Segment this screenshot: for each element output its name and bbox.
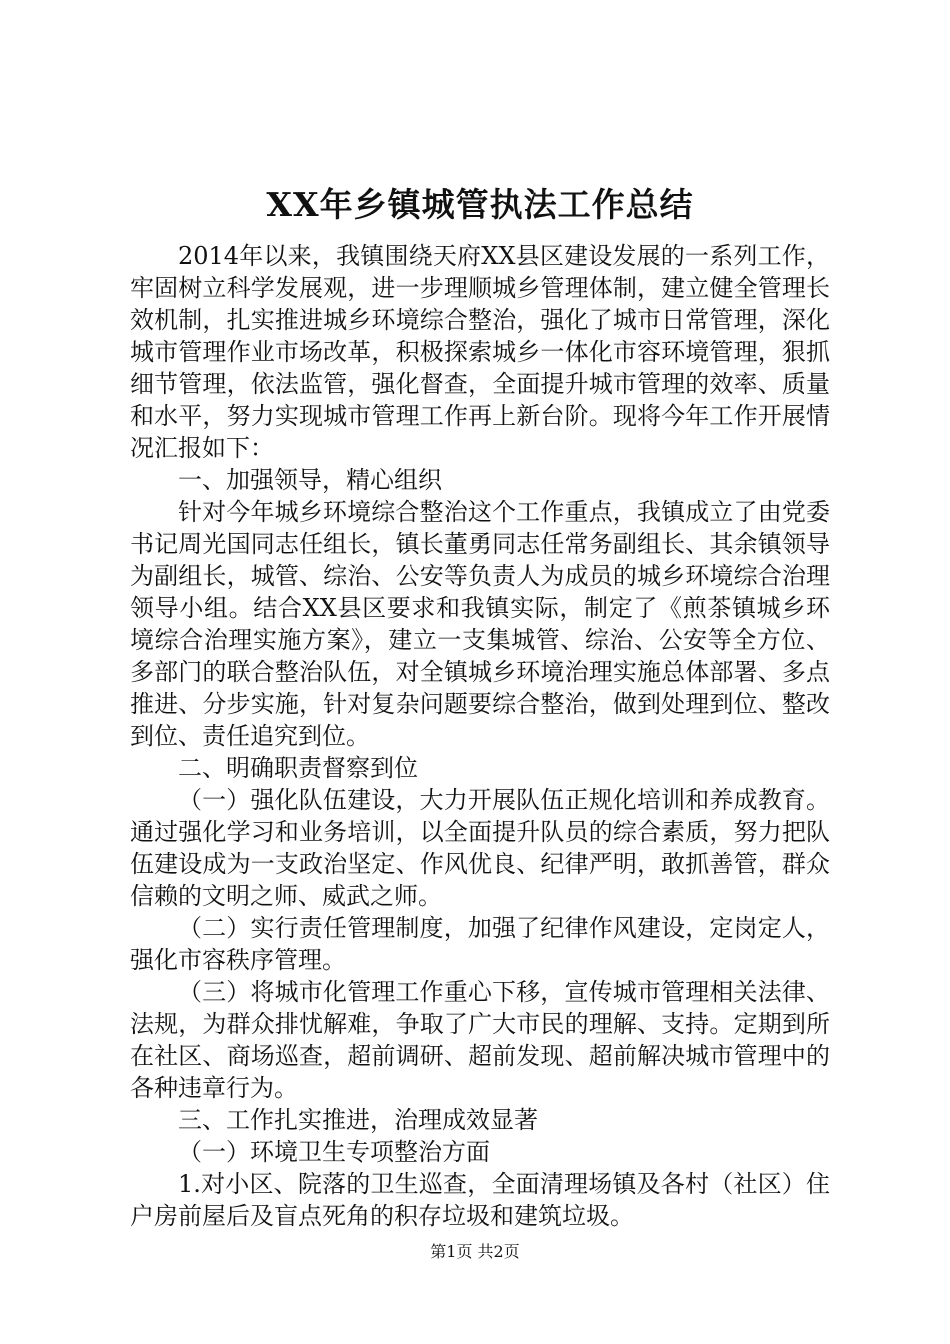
paragraph-section-2-item-3: （三）将城市化管理工作重心下移，宣传城市管理相关法律、法规，为群众排忧解难，争取了广大市民的理解、支持。定期到所在社区、商场巡查，超前调研、超前发现、超前解决城市管理中的各种违章行为。 — [130, 978, 830, 1102]
paragraph-section-3-item-1: 1.对小区、院落的卫生巡查，全面清理场镇及各村（社区）住户房前屋后及盲点死角的积存垃圾和建筑垃圾。 — [130, 1170, 830, 1230]
paragraph-section-2-item-1: （一）强化队伍建设，大力开展队伍正规化培训和养成教育。通过强化学习和业务培训，以全面提升队员的综合素质，努力把队伍建设成为一支政治坚定、作风优良、纪律严明，敢抓善管，群众信赖的文明之师、威武之师。 — [130, 786, 830, 910]
document-page — [130, 182, 830, 1232]
section-heading-3: 三、工作扎实推进，治理成效显著 — [178, 1106, 538, 1134]
subsection-heading-3-1: （一）环境卫生专项整治方面 — [178, 1138, 490, 1166]
page-footer: 第1页 共2页 — [430, 1242, 520, 1261]
section-heading-2: 二、明确职责督察到位 — [178, 754, 418, 782]
section-heading-1: 一、加强领导，精心组织 — [178, 466, 442, 494]
paragraph-section-1: 针对今年城乡环境综合整治这个工作重点，我镇成立了由党委书记周光国同志任组长，镇长董勇同志任常务副组长、其余镇领导为副组长，城管、综治、公安等负责人为成员的城乡环境综合治理领导小组。结合XX县区要求和我镇实际，制定了《煎茶镇城乡环境综合治理实施方案》，建立一支集城管、综治、公安等全方位、多部门的联合整治队伍，对全镇城乡环境治理实施总体部署、多点推进、分步实施，针对复杂问题要综合整治，做到处理到位、整改到位、责任追究到位。 — [130, 498, 830, 750]
paragraph-section-2-item-2: （二）实行责任管理制度，加强了纪律作风建设，定岗定人，强化市容秩序管理。 — [130, 914, 830, 974]
document-title: XX年乡镇城管执法工作总结 — [266, 185, 694, 224]
paragraph-intro: 2014年以来，我镇围绕天府XX县区建设发展的一系列工作，牢固树立科学发展观，进一步理顺城乡管理体制，建立健全管理长效机制，扎实推进城乡环境综合整治，强化了城市日常管理，深化城市管理作业市场改革，积极探索城乡一体化市容环境管理，狠抓细节管理，依法监管，强化督查，全面提升城市管理的效率、质量和水平，努力实现城市管理工作再上新台阶。现将今年工作开展情况汇报如下： — [130, 242, 830, 462]
